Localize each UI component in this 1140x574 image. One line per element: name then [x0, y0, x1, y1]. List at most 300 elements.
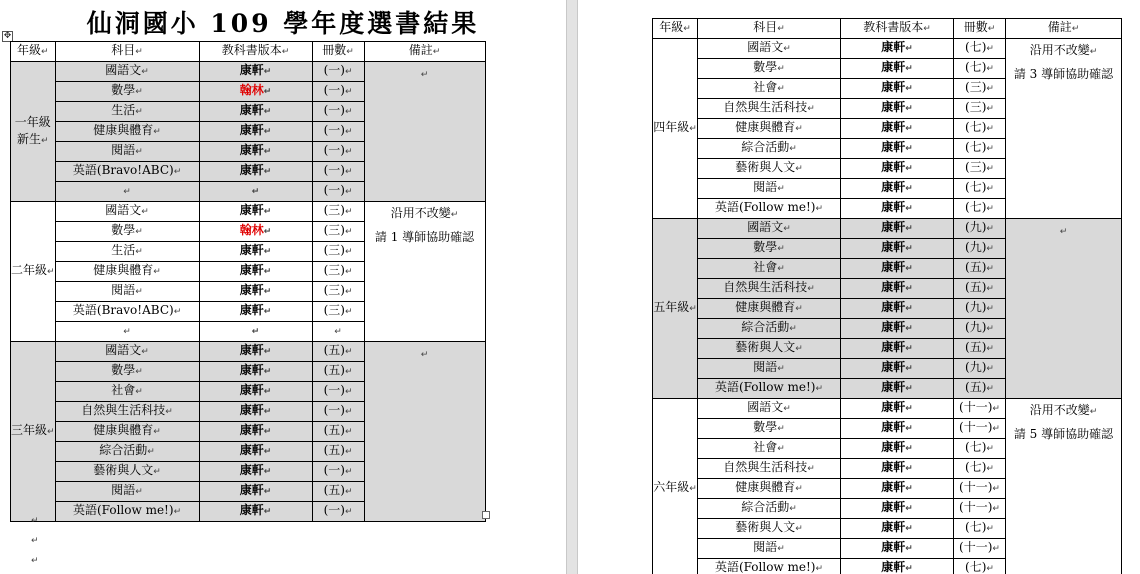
cell-end-mark: ↵ — [777, 444, 785, 454]
volume-label: (七) — [965, 440, 987, 454]
volume-label: (三) — [965, 100, 987, 114]
publisher-label: 康軒 — [239, 423, 264, 437]
cell-end-mark: ↵ — [334, 327, 342, 337]
cell-end-mark: ↵ — [344, 147, 353, 157]
volume-cell — [312, 62, 364, 82]
subject-label: 綜合活動 — [741, 500, 790, 514]
publisher-cell — [841, 239, 954, 259]
volume-label: (一) — [323, 463, 345, 477]
header-cell — [698, 19, 841, 39]
volume-cell — [954, 559, 1006, 574]
volume-cell — [312, 482, 364, 502]
subject-label: 社會 — [753, 440, 778, 454]
cell-end-mark: ↵ — [689, 304, 697, 314]
volume-label: (九) — [965, 360, 987, 374]
cell-end-mark: ↵ — [986, 164, 994, 174]
volume-label: (七) — [965, 180, 987, 194]
cell-end-mark: ↵ — [344, 107, 353, 117]
cell-end-mark: ↵ — [905, 84, 913, 94]
cell-end-mark: ↵ — [783, 44, 791, 54]
volume-label: (一) — [323, 83, 345, 97]
publisher-cell — [841, 339, 954, 359]
cell-end-mark: ↵ — [263, 387, 272, 397]
cell-end-mark: ↵ — [789, 144, 797, 154]
subject-label: 英語(Follow me!) — [714, 560, 816, 574]
publisher-label: 康軒 — [881, 160, 906, 174]
volume-label: (五) — [965, 260, 987, 274]
subject-label: 自然與生活科技 — [723, 280, 808, 294]
subject-label: 自然與生活科技 — [723, 100, 808, 114]
publisher-cell — [841, 119, 954, 139]
subject-cell — [698, 459, 841, 479]
cell-end-mark: ↵ — [986, 364, 994, 374]
subject-cell — [698, 519, 841, 539]
cell-end-mark: ↵ — [141, 67, 149, 77]
publisher-label: 康軒 — [239, 463, 264, 477]
publisher-cell — [841, 379, 954, 399]
subject-label: 數學 — [111, 83, 136, 97]
cell-end-mark: ↵ — [992, 484, 1000, 494]
cell-end-mark: ↵ — [815, 564, 824, 574]
subject-cell — [698, 319, 841, 339]
volume-cell — [312, 422, 364, 442]
cell-end-mark: ↵ — [777, 24, 785, 34]
publisher-label: 康軒 — [881, 480, 906, 494]
cell-end-mark: ↵ — [905, 224, 913, 234]
cell-end-mark: ↵ — [141, 347, 149, 357]
header-label: 備註 — [408, 43, 433, 57]
header-label: 科目 — [111, 43, 136, 57]
grade-cell — [11, 342, 56, 522]
volume-cell — [312, 202, 364, 222]
publisher-label: 康軒 — [881, 60, 906, 74]
cell-end-mark: ↵ — [173, 167, 182, 177]
cell-end-mark: ↵ — [153, 467, 161, 477]
publisher-label: 康軒 — [239, 363, 264, 377]
subject-cell — [698, 419, 841, 439]
publisher-label: 康軒 — [881, 540, 906, 554]
grade-label: 六年級↵ — [653, 480, 697, 494]
cell-end-mark: ↵ — [986, 464, 994, 474]
cell-end-mark: ↵ — [173, 307, 182, 317]
cell-end-mark: ↵ — [153, 427, 161, 437]
subject-cell — [55, 362, 199, 382]
cell-end-mark: ↵ — [263, 447, 272, 457]
cell-end-mark: ↵ — [263, 127, 272, 137]
cell-end-mark: ↵ — [344, 367, 353, 377]
cell-end-mark: ↵ — [905, 444, 913, 454]
cell-end-mark: ↵ — [135, 247, 143, 257]
cell-end-mark: ↵ — [807, 464, 815, 474]
publisher-cell — [841, 399, 954, 419]
subject-cell — [698, 99, 841, 119]
cell-end-mark: ↵ — [777, 184, 785, 194]
cell-end-mark: ↵ — [344, 307, 353, 317]
cell-end-mark: ↵ — [135, 227, 143, 237]
volume-label: (三) — [965, 160, 987, 174]
subject-cell — [698, 399, 841, 419]
grade-label: 四年級↵ — [653, 120, 697, 134]
header-cell — [954, 19, 1006, 39]
subject-label: 生活 — [111, 103, 136, 117]
note-cell — [364, 342, 485, 522]
cell-end-mark: ↵ — [344, 487, 353, 497]
grade-label: 二年級↵ — [11, 263, 55, 277]
note-cell — [1006, 39, 1122, 219]
cell-end-mark: ↵ — [344, 507, 353, 517]
cell-end-mark: ↵ — [777, 244, 785, 254]
subject-label: 自然與生活科技 — [81, 403, 166, 417]
publisher-cell — [841, 419, 954, 439]
volume-label: (七) — [965, 460, 987, 474]
cell-end-mark: ↵ — [344, 247, 353, 257]
table-move-handle-icon[interactable]: ✥ — [3, 31, 12, 41]
note-line: 沿用不改變↵ — [1029, 43, 1098, 57]
cell-end-mark: ↵ — [135, 387, 143, 397]
volume-cell — [954, 419, 1006, 439]
header-label: 年級 — [659, 20, 684, 34]
publisher-cell — [841, 359, 954, 379]
subject-label: 英語(Follow me!) — [714, 200, 816, 214]
publisher-cell — [199, 462, 312, 482]
header-label: 教科書版本 — [221, 43, 282, 57]
subject-cell — [698, 479, 841, 499]
cell-end-mark: ↵ — [263, 67, 272, 77]
header-cell — [1006, 19, 1122, 39]
cell-end-mark: ↵ — [263, 367, 272, 377]
volume-cell — [312, 402, 364, 422]
publisher-cell — [199, 502, 312, 522]
header-cell — [312, 42, 364, 62]
publisher-cell — [199, 262, 312, 282]
cell-end-mark: ↵ — [986, 284, 994, 294]
subject-label: 藝術與人文 — [93, 463, 154, 477]
subject-label: 健康與體育 — [735, 120, 796, 134]
subject-label: 數學 — [753, 60, 778, 74]
publisher-label: 康軒 — [881, 400, 906, 414]
cell-end-mark: ↵ — [795, 484, 803, 494]
volume-label: (一) — [323, 383, 345, 397]
volume-cell — [954, 79, 1006, 99]
publisher-label: 康軒 — [239, 203, 264, 217]
publisher-label: 康軒 — [881, 180, 906, 194]
subject-label: 閱語 — [753, 180, 778, 194]
cell-end-mark: ↵ — [986, 264, 994, 274]
cell-end-mark: ↵ — [905, 124, 913, 134]
volume-label: (七) — [965, 200, 987, 214]
cell-end-mark: ↵ — [992, 504, 1000, 514]
subject-cell — [55, 402, 199, 422]
volume-cell — [954, 499, 1006, 519]
publisher-label: 康軒 — [239, 163, 264, 177]
subject-cell — [55, 382, 199, 402]
publisher-cell — [199, 162, 312, 182]
volume-label: (一) — [323, 503, 345, 517]
publisher-cell — [841, 199, 954, 219]
cell-end-mark: ↵ — [251, 327, 260, 337]
publisher-cell — [199, 102, 312, 122]
subject-cell — [55, 342, 199, 362]
volume-cell — [954, 239, 1006, 259]
cell-end-mark: ↵ — [344, 387, 353, 397]
cell-end-mark: ↵ — [905, 164, 913, 174]
header-cell — [11, 42, 56, 62]
grade-cell — [653, 219, 698, 399]
volume-cell — [954, 119, 1006, 139]
cell-end-mark: ↵ — [47, 267, 55, 277]
subject-label: 生活 — [111, 243, 136, 257]
volume-label: (一) — [323, 143, 345, 157]
cell-end-mark: ↵ — [905, 484, 913, 494]
subject-cell — [698, 139, 841, 159]
cell-end-mark: ↵ — [815, 204, 824, 214]
paragraph-mark: ↵ — [31, 536, 39, 546]
cell-end-mark: ↵ — [135, 367, 143, 377]
volume-cell — [954, 359, 1006, 379]
grade-cell — [653, 39, 698, 219]
publisher-cell — [199, 242, 312, 262]
volume-label: (三) — [323, 283, 345, 297]
table-resize-handle[interactable] — [482, 511, 490, 519]
subject-label: 自然與生活科技 — [723, 460, 808, 474]
publisher-label: 康軒 — [239, 143, 264, 157]
cell-end-mark: ↵ — [344, 227, 353, 237]
subject-cell — [55, 222, 199, 242]
volume-label: (三) — [323, 303, 345, 317]
publisher-label: 康軒 — [881, 140, 906, 154]
subject-cell — [55, 422, 199, 442]
publisher-cell — [841, 259, 954, 279]
volume-cell — [954, 319, 1006, 339]
volume-cell — [954, 99, 1006, 119]
volume-cell — [312, 302, 364, 322]
publisher-label: 翰林 — [239, 223, 264, 237]
volume-cell — [312, 362, 364, 382]
cell-end-mark: ↵ — [263, 407, 272, 417]
publisher-label: 康軒 — [239, 343, 264, 357]
volume-cell — [954, 279, 1006, 299]
subject-label: 國語文 — [747, 220, 784, 234]
publisher-cell — [199, 222, 312, 242]
cell-end-mark: ↵ — [986, 124, 994, 134]
volume-label: (七) — [965, 60, 987, 74]
volume-cell — [954, 379, 1006, 399]
cell-end-mark: ↵ — [923, 24, 931, 34]
cell-end-mark: ↵ — [344, 187, 353, 197]
cell-end-mark: ↵ — [986, 64, 994, 74]
publisher-label: 康軒 — [239, 243, 264, 257]
subject-cell — [698, 219, 841, 239]
cell-end-mark: ↵ — [905, 324, 913, 334]
publisher-label: 翰林 — [239, 83, 264, 97]
cell-end-mark: ↵ — [263, 267, 272, 277]
volume-cell — [312, 342, 364, 362]
cell-end-mark: ↵ — [986, 384, 994, 394]
cell-end-mark: ↵ — [1089, 407, 1098, 417]
subject-cell — [698, 59, 841, 79]
cell-end-mark: ↵ — [153, 127, 161, 137]
cell-end-mark: ↵ — [344, 287, 353, 297]
cell-end-mark: ↵ — [905, 464, 913, 474]
cell-end-mark: ↵ — [263, 507, 272, 517]
subject-cell — [698, 539, 841, 559]
cell-end-mark: ↵ — [905, 424, 913, 434]
volume-cell — [312, 162, 364, 182]
volume-cell — [954, 159, 1006, 179]
volume-cell — [954, 179, 1006, 199]
cell-end-mark: ↵ — [263, 467, 272, 477]
cell-end-mark: ↵ — [420, 70, 429, 80]
cell-end-mark: ↵ — [41, 47, 49, 57]
volume-label: (九) — [965, 220, 987, 234]
publisher-label: 康軒 — [881, 200, 906, 214]
publisher-cell — [199, 362, 312, 382]
cell-end-mark: ↵ — [986, 84, 994, 94]
paragraph-mark: ↵ — [31, 556, 39, 566]
publisher-label: 康軒 — [881, 40, 906, 54]
subject-cell — [698, 499, 841, 519]
publisher-cell — [199, 62, 312, 82]
subject-label: 社會 — [753, 80, 778, 94]
subject-cell — [55, 462, 199, 482]
cell-end-mark: ↵ — [986, 104, 994, 114]
cell-end-mark: ↵ — [263, 147, 272, 157]
volume-label: (三) — [965, 80, 987, 94]
subject-label: 綜合活動 — [99, 443, 148, 457]
subject-cell — [698, 259, 841, 279]
subject-cell — [698, 339, 841, 359]
cell-end-mark: ↵ — [263, 207, 272, 217]
cell-end-mark: ↵ — [344, 407, 353, 417]
volume-label: (一) — [323, 123, 345, 137]
publisher-label: 康軒 — [239, 383, 264, 397]
subject-cell — [55, 442, 199, 462]
subject-cell — [698, 159, 841, 179]
header-label: 冊數 — [322, 43, 347, 57]
table-row — [11, 62, 486, 82]
subject-cell — [698, 39, 841, 59]
publisher-cell — [841, 459, 954, 479]
cell-end-mark: ↵ — [1089, 47, 1098, 57]
publisher-cell — [841, 159, 954, 179]
cell-end-mark: ↵ — [795, 164, 803, 174]
subject-label: 數學 — [753, 240, 778, 254]
publisher-cell — [199, 442, 312, 462]
volume-label: (十一) — [959, 540, 993, 554]
publisher-cell — [841, 59, 954, 79]
cell-end-mark: ↵ — [795, 524, 803, 534]
publisher-cell — [841, 299, 954, 319]
cell-end-mark: ↵ — [986, 144, 994, 154]
volume-cell — [312, 382, 364, 402]
subject-label: 數學 — [111, 223, 136, 237]
subject-cell — [698, 79, 841, 99]
page-gutter — [566, 0, 578, 574]
publisher-label: 康軒 — [881, 340, 906, 354]
publisher-cell — [841, 539, 954, 559]
cell-end-mark: ↵ — [432, 47, 441, 57]
publisher-label: 康軒 — [881, 520, 906, 534]
table-row — [653, 39, 1122, 59]
cell-end-mark: ↵ — [905, 244, 913, 254]
volume-label: (五) — [323, 363, 345, 377]
volume-label: (七) — [965, 140, 987, 154]
cell-end-mark: ↵ — [905, 404, 913, 414]
subject-label: 閱語 — [111, 143, 136, 157]
subject-label: 健康與體育 — [93, 123, 154, 137]
subject-label: 英語(Bravo!ABC) — [72, 163, 174, 177]
subject-label: 國語文 — [105, 63, 142, 77]
publisher-label: 康軒 — [881, 360, 906, 374]
volume-cell — [312, 122, 364, 142]
cell-end-mark: ↵ — [905, 184, 913, 194]
header-cell — [364, 42, 485, 62]
volume-cell — [954, 199, 1006, 219]
volume-label: (一) — [323, 403, 345, 417]
volume-label: (七) — [965, 560, 987, 574]
volume-label: (五) — [965, 280, 987, 294]
volume-label: (七) — [965, 520, 987, 534]
subject-cell — [55, 62, 199, 82]
subject-label: 社會 — [753, 260, 778, 274]
subject-label: 社會 — [111, 383, 136, 397]
subject-cell — [55, 502, 199, 522]
volume-label: (十一) — [959, 400, 993, 414]
publisher-label: 康軒 — [881, 440, 906, 454]
document-page-right — [578, 0, 1140, 574]
volume-label: (九) — [965, 300, 987, 314]
cell-end-mark: ↵ — [905, 344, 913, 354]
cell-end-mark: ↵ — [905, 524, 913, 534]
document-title: 仙洞國小 109 學年度選書結果 — [86, 9, 480, 38]
publisher-label: 康軒 — [881, 220, 906, 234]
subject-cell — [698, 379, 841, 399]
header-row — [11, 42, 486, 62]
publisher-label: 康軒 — [881, 280, 906, 294]
volume-label: (五) — [323, 443, 345, 457]
publisher-label: 康軒 — [239, 303, 264, 317]
cell-end-mark: ↵ — [263, 307, 272, 317]
table-row — [11, 202, 486, 222]
grade-cell — [653, 399, 698, 574]
publisher-label: 康軒 — [881, 100, 906, 114]
volume-label: (十一) — [959, 500, 993, 514]
cell-end-mark: ↵ — [986, 204, 994, 214]
table-row — [653, 399, 1122, 419]
cell-end-mark: ↵ — [344, 207, 353, 217]
cell-end-mark: ↵ — [986, 324, 994, 334]
publisher-cell — [199, 402, 312, 422]
cell-end-mark: ↵ — [795, 304, 803, 314]
volume-cell — [954, 59, 1006, 79]
publisher-label: 康軒 — [881, 380, 906, 394]
header-cell — [653, 19, 698, 39]
subject-label: 閱語 — [753, 540, 778, 554]
volume-cell — [312, 142, 364, 162]
book-selection-table-left — [10, 41, 486, 522]
publisher-cell — [199, 282, 312, 302]
cell-end-mark: ↵ — [986, 184, 994, 194]
volume-cell — [954, 259, 1006, 279]
cell-end-mark: ↵ — [789, 504, 797, 514]
volume-cell — [954, 299, 1006, 319]
subject-cell — [698, 279, 841, 299]
cell-end-mark: ↵ — [263, 287, 272, 297]
cell-end-mark: ↵ — [123, 327, 131, 337]
cell-end-mark: ↵ — [905, 284, 913, 294]
publisher-cell — [199, 482, 312, 502]
publisher-cell — [841, 79, 954, 99]
